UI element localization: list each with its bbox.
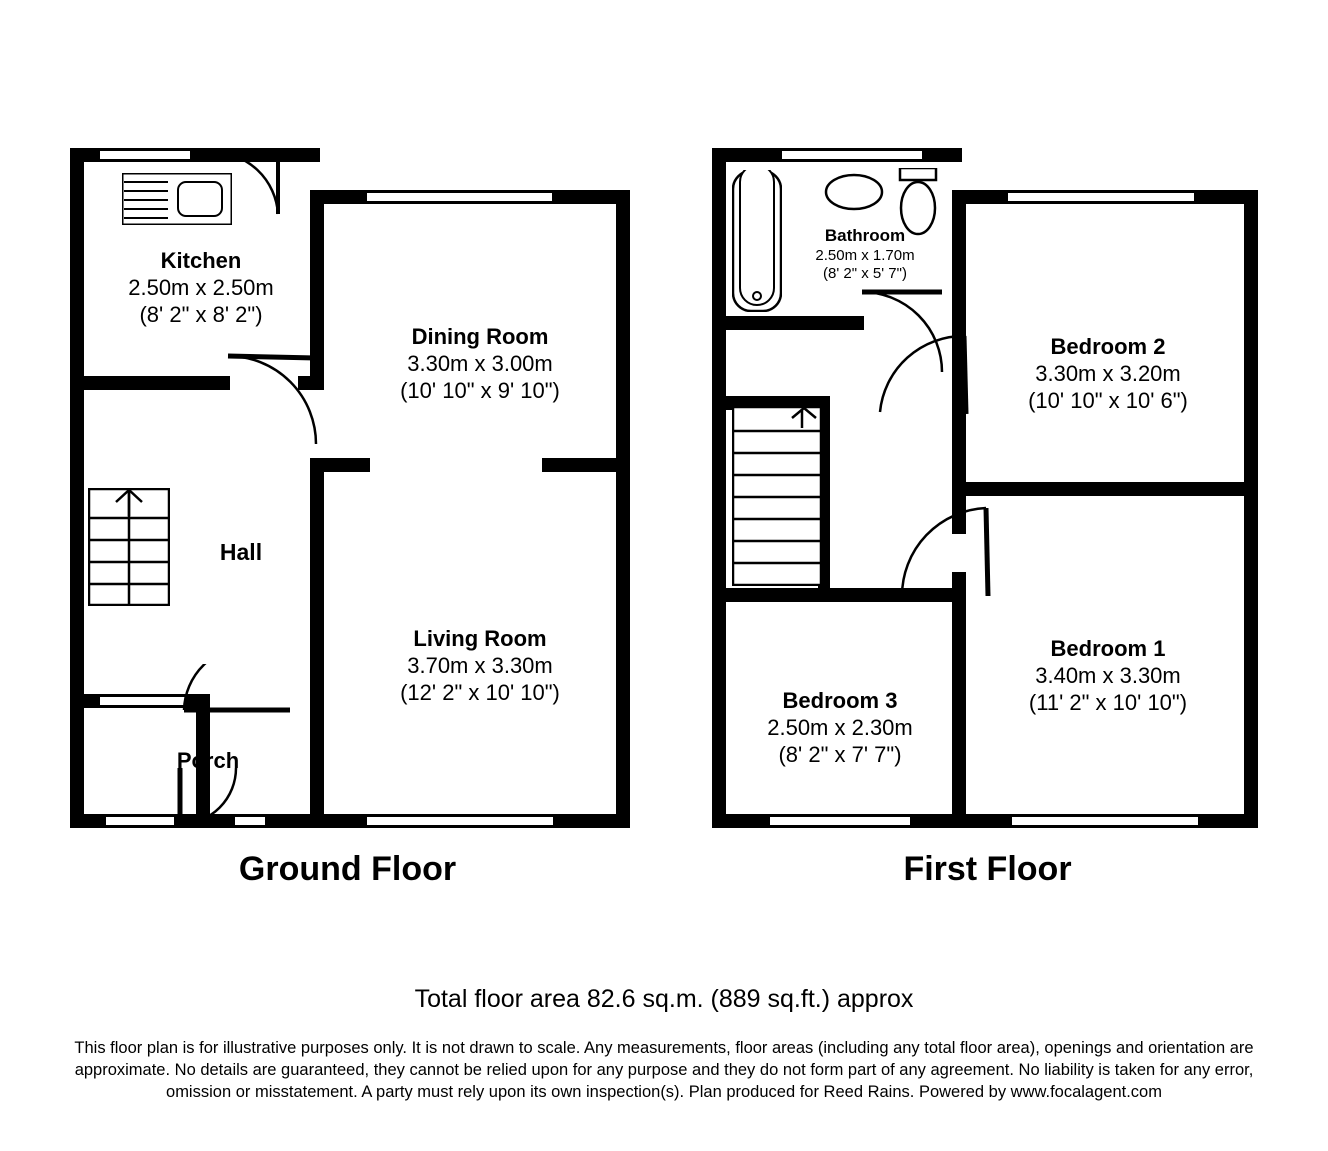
door-kitchen-hall-icon <box>220 348 330 448</box>
wall-internal-porch <box>70 694 100 708</box>
room-imperial-living: (12' 2" x 10' 10") <box>400 679 560 705</box>
room-metric-bed1: 3.40m x 3.30m <box>1035 662 1181 688</box>
wall-exterior-right <box>616 190 630 828</box>
wall-internal-dining-living <box>310 458 370 472</box>
room-name-dining: Dining Room <box>411 324 549 349</box>
room-name-bed2: Bedroom 2 <box>1050 334 1166 359</box>
room-name-bed1: Bedroom 1 <box>1050 636 1166 661</box>
room-label-hall <box>176 538 306 566</box>
room-label-bed2 <box>972 334 1244 414</box>
room-label-dining <box>345 324 615 404</box>
washbasin-icon <box>824 172 884 212</box>
ground-floor-plan <box>70 148 640 838</box>
staircase-first-floor-icon <box>732 406 822 586</box>
window-dining-top <box>367 190 552 204</box>
room-name-living: Living Room <box>413 626 547 651</box>
wall-internal-kitchen-bottom <box>70 376 230 390</box>
window-kitchen-top <box>100 148 190 162</box>
door-bed2-icon <box>872 328 972 418</box>
room-imperial-dining: (10' 10" x 9' 10") <box>400 377 560 403</box>
room-imperial-bed2: (10' 10" x 10' 6") <box>1028 387 1188 413</box>
room-name-kitchen: Kitchen <box>160 248 242 273</box>
wall-internal-dining-living-right <box>542 458 630 472</box>
room-name-bathroom: Bathroom <box>824 226 906 245</box>
wall-ff-bathroom-bottom <box>712 316 860 330</box>
window-living-bottom-main <box>367 814 553 828</box>
wall-internal-vertical-hall-lower <box>310 458 324 818</box>
window-bed1-bottom <box>1012 814 1198 828</box>
window-porch-bottom <box>106 814 174 828</box>
total-floor-area: Total floor area 82.6 sq.m. (889 sq.ft.) approx <box>414 985 914 1013</box>
room-name-bed3: Bedroom 3 <box>782 688 898 713</box>
door-hall-living-icon <box>180 664 300 716</box>
door-bed1-icon <box>890 500 1000 610</box>
room-label-bed3 <box>720 688 960 768</box>
wall-ff-bed2-bed1-divider <box>966 482 1258 496</box>
room-name-porch: Porch <box>176 748 240 773</box>
room-label-kitchen <box>92 248 310 328</box>
room-imperial-bed1: (11' 2" x 10' 10") <box>1028 689 1188 715</box>
first-floor-plan <box>712 148 1258 838</box>
room-imperial-bed3: (8' 2" x 7' 7") <box>778 741 902 767</box>
room-metric-kitchen: 2.50m x 2.50m <box>128 274 274 300</box>
staircase-icon <box>88 488 170 606</box>
room-metric-bathroom: 2.50m x 1.70m <box>815 246 915 264</box>
room-metric-living: 3.70m x 3.30m <box>407 652 553 678</box>
window-hall-side <box>100 694 185 708</box>
window-bathroom-top <box>782 148 922 162</box>
wall-ff-landing-bottom <box>712 588 902 602</box>
wall-ff-right <box>1244 190 1258 828</box>
room-imperial-kitchen: (8' 2" x 8' 2") <box>139 301 263 327</box>
room-label-bathroom <box>770 226 960 283</box>
room-metric-dining: 3.30m x 3.00m <box>407 350 553 376</box>
room-name-hall: Hall <box>219 539 263 565</box>
window-bed3-bottom <box>770 814 910 828</box>
room-metric-bed2: 3.30m x 3.20m <box>1035 360 1181 386</box>
room-label-living <box>345 626 615 706</box>
disclaimer-text: This floor plan is for illustrative purposes only. It is not drawn to scale. Any measurements, floor areas (including any total floor area), openings and orientation are approximate. No details are guaranteed, they cannot be relied upon for any purpose and they do not form part of any agreement. No liability is taken for any error, omission or misstatement. A party must rely upon its own inspection(s). Plan produced for Reed Rains. Powered by www.focalagent.com <box>74 1039 1254 1101</box>
room-label-bed1 <box>972 636 1244 716</box>
room-imperial-bathroom: (8' 2" x 5' 7") <box>823 265 907 283</box>
door-kitchen-top-icon <box>210 148 320 218</box>
wall-exterior-left <box>70 148 84 828</box>
room-label-porch <box>148 748 268 775</box>
room-metric-bed3: 2.50m x 2.30m <box>767 714 913 740</box>
window-bed2-top <box>1008 190 1194 204</box>
floor-title-ground: Ground Floor <box>238 850 457 888</box>
floor-title-first: First Floor <box>903 850 1072 888</box>
